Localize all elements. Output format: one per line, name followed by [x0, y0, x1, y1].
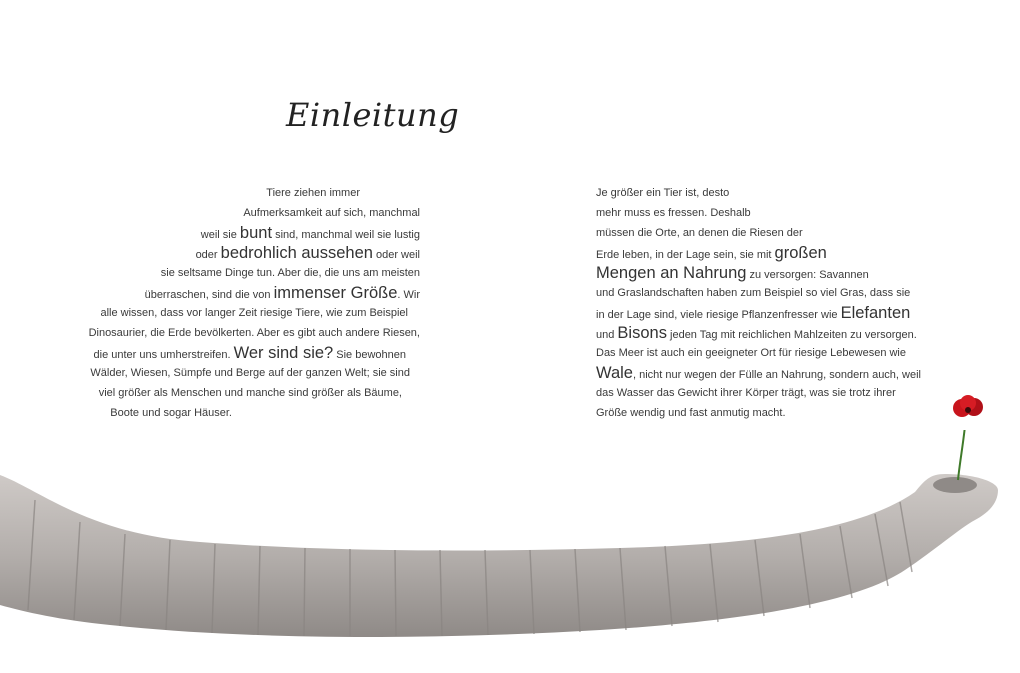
- text-line: [60, 223, 420, 243]
- text-line: [60, 323, 420, 343]
- text-segment: . Wir: [397, 289, 420, 301]
- text-line: [60, 263, 420, 283]
- text-line: [60, 183, 420, 203]
- text-segment: überraschen, sind die von: [144, 289, 274, 301]
- emphasized-text: Wale: [596, 364, 633, 382]
- text-segment: Größe wendig und fast anmutig macht.: [596, 407, 786, 419]
- text-line: [60, 303, 420, 323]
- text-line: [596, 203, 956, 223]
- text-segment: und Graslandschaften haben zum Beispiel so viel Gras, dass sie: [596, 287, 911, 299]
- text-line: [596, 303, 956, 323]
- text-segment: Wälder, Wiesen, Sümpfe und Berge auf der ganzen Welt; sie sind: [90, 367, 410, 379]
- text-line: [596, 223, 956, 243]
- text-segment: mehr muss es fressen. Deshalb: [596, 207, 751, 219]
- right-text-column: [596, 183, 956, 423]
- text-segment: Sie bewohnen: [333, 349, 406, 361]
- emphasized-text: großen: [774, 244, 827, 262]
- text-segment: Erde leben, in der Lage sein, sie mit: [596, 249, 775, 261]
- emphasized-text: Bisons: [617, 324, 667, 342]
- poppy-flower-icon: [948, 394, 990, 424]
- emphasized-text: bedrohlich aussehen: [220, 244, 373, 262]
- text-segment: sie seltsame Dinge tun. Aber die, die uns am meisten: [160, 267, 420, 279]
- emphasized-text: bunt: [239, 224, 273, 242]
- text-line: [60, 283, 420, 303]
- text-segment: Tiere ziehen immer: [266, 187, 360, 199]
- emphasized-text: Mengen an Nahrung: [596, 264, 747, 282]
- text-segment: weil sie: [200, 229, 240, 241]
- text-segment: Aufmerksamkeit auf sich, manchmal: [243, 207, 420, 219]
- text-line: [60, 243, 420, 263]
- text-segment: und: [596, 329, 618, 341]
- text-line: [596, 323, 956, 343]
- text-line: [596, 403, 956, 423]
- text-segment: jeden Tag mit reichlichen Mahlzeiten zu versorgen.: [666, 329, 917, 341]
- text-line: [596, 283, 956, 303]
- text-segment: , nicht nur wegen der Fülle an Nahrung, sondern auch, weil: [632, 369, 921, 381]
- text-segment: oder: [195, 249, 221, 261]
- emphasized-text: Elefanten: [840, 304, 911, 322]
- text-segment: oder weil: [372, 249, 420, 261]
- text-segment: Boote und sogar Häuser.: [110, 407, 232, 419]
- text-segment: Das Meer ist auch ein geeigneter Ort für riesige Lebewesen wie: [596, 347, 906, 359]
- text-segment: sind, manchmal weil sie lustig: [272, 229, 420, 241]
- trunk-tip-opening: [933, 477, 977, 493]
- text-line: [596, 243, 956, 263]
- page-title: Einleitung: [286, 96, 460, 134]
- text-segment: müssen die Orte, an denen die Riesen der: [596, 227, 803, 239]
- text-line: [60, 403, 420, 423]
- text-segment: zu versorgen: Savannen: [746, 269, 869, 281]
- text-line: [596, 363, 956, 383]
- emphasized-text: immenser Größe: [273, 284, 398, 302]
- emphasized-text: Wer sind sie?: [233, 344, 334, 362]
- text-segment: Je größer ein Tier ist, desto: [596, 187, 730, 199]
- text-line: [60, 203, 420, 223]
- text-line: [60, 343, 420, 363]
- text-line: [596, 383, 956, 403]
- text-segment: in der Lage sind, viele riesige Pflanzenfresser wie: [596, 309, 841, 321]
- text-line: [60, 363, 420, 383]
- text-line: [596, 343, 956, 363]
- text-line: [596, 183, 956, 203]
- trunk-body: [0, 474, 998, 637]
- text-segment: Dinosaurier, die Erde bevölkerten. Aber es gibt auch andere Riesen,: [88, 327, 420, 339]
- text-line: [596, 263, 956, 283]
- text-segment: alle wissen, dass vor langer Zeit riesige Tiere, wie zum Beispiel: [100, 307, 408, 319]
- text-segment: die unter uns umherstreifen.: [93, 349, 234, 361]
- flower-stem: [958, 430, 966, 480]
- left-text-column: [60, 183, 420, 423]
- elephant-trunk-illustration: [0, 430, 1020, 673]
- text-line: [60, 383, 420, 403]
- text-segment: das Wasser das Gewicht ihrer Körper trägt, was sie trotz ihrer: [596, 387, 896, 399]
- text-segment: viel größer als Menschen und manche sind größer als Bäume,: [98, 387, 402, 399]
